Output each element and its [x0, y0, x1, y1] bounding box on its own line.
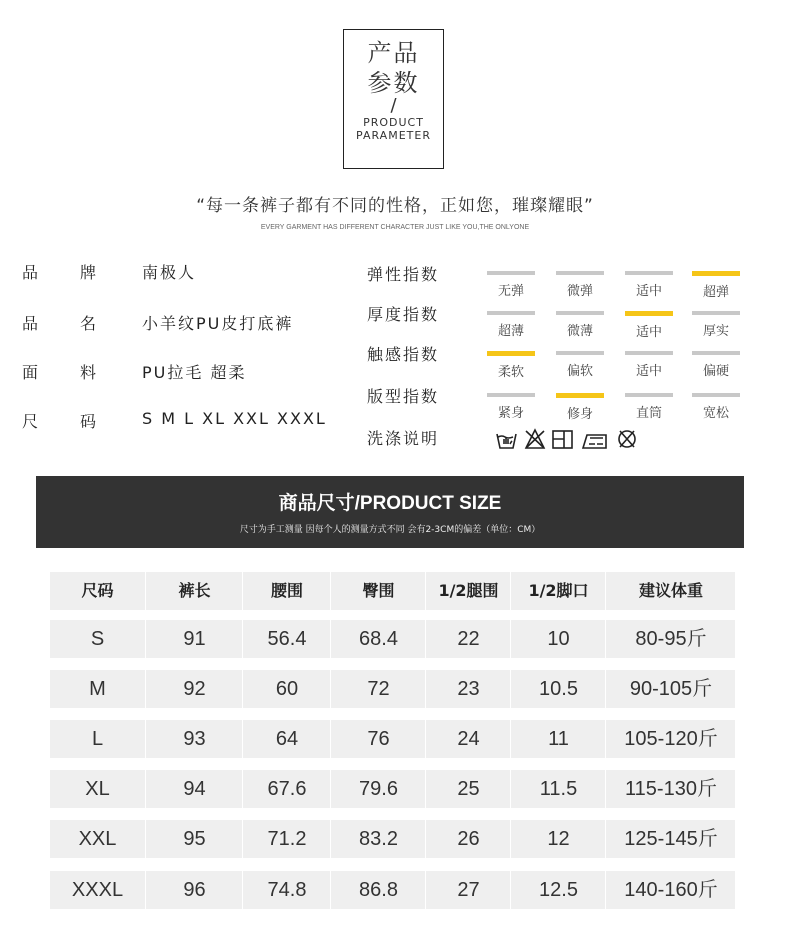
attr-key-char1: 品: [22, 263, 39, 282]
iron-icon: [583, 435, 606, 448]
index-option: 无弹: [487, 271, 535, 299]
table-cell: 125-145斤: [605, 820, 736, 858]
level-bar: [692, 393, 740, 397]
attr-value: 南极人: [142, 263, 197, 282]
table-cell: 11.5: [510, 770, 606, 808]
table-cell: XXL: [78, 828, 117, 850]
index-option: 超弹: [692, 271, 740, 300]
index-option: 柔软: [487, 351, 535, 380]
level-bar: [487, 393, 535, 397]
wash-icons: [495, 428, 641, 450]
table-cell: 92: [145, 670, 243, 708]
level-bar: [556, 351, 604, 355]
table-cell: 22: [425, 620, 511, 658]
table-cell: 91: [145, 620, 243, 658]
index-option: 适中: [625, 311, 673, 340]
level-bar: [487, 351, 535, 356]
index-option: 偏软: [556, 351, 604, 379]
table-cell: 74.8: [242, 871, 331, 909]
title-en-line1: PRODUCT: [363, 116, 424, 129]
attr-key-char1: 尺: [22, 412, 39, 431]
table-cell: XL: [85, 778, 110, 800]
table-cell: 24: [425, 720, 511, 758]
table-cell: 12: [510, 820, 606, 858]
level-bar: [556, 311, 604, 315]
attr-key-char2: 码: [80, 412, 97, 431]
table-cell: 83.2: [330, 820, 426, 858]
table-header-cell: 尺码: [81, 581, 114, 600]
table-row: [50, 670, 735, 708]
title-slash: /: [390, 95, 397, 116]
table-header-cell: 裤长: [145, 572, 243, 610]
table-cell: 10.5: [510, 670, 606, 708]
no-bleach-icon: [526, 430, 544, 448]
table-cell: 68.4: [330, 620, 426, 658]
attr-value: PU拉毛 超柔: [142, 363, 247, 382]
index-option: 厚实: [692, 311, 740, 339]
banner-title: 商品尺寸/PRODUCT SIZE: [278, 493, 502, 514]
level-bar: [556, 271, 604, 275]
table-header-cell: 1/2脚口: [510, 572, 606, 610]
no-dry-clean-icon: [619, 431, 635, 447]
table-cell: 90-105斤: [605, 670, 736, 708]
tumble-dry-icon: [553, 431, 572, 448]
attr-key-char2: 牌: [80, 263, 97, 282]
index-option: 直筒: [625, 393, 673, 421]
index-option: 微弹: [556, 271, 604, 299]
level-bar: [625, 393, 673, 397]
title-cn-line1: 产品: [367, 39, 420, 67]
attr-value: 小羊纹PU皮打底裤: [142, 314, 294, 333]
table-header-row: [50, 572, 735, 610]
table-cell: L: [91, 728, 104, 750]
level-bar: [692, 351, 740, 355]
table-cell: 60: [242, 670, 331, 708]
table-row: [50, 770, 735, 808]
product-parameter-title-box: [343, 29, 444, 169]
table-cell: 25: [425, 770, 511, 808]
table-row: [50, 820, 735, 858]
index-option: 偏硬: [692, 351, 740, 379]
table-cell: 96: [145, 871, 243, 909]
level-bar: [487, 311, 535, 315]
index-option: 超薄: [487, 311, 535, 339]
index-label: 触感指数: [367, 345, 440, 364]
slogan-en: EVERY GARMENT HAS DIFFERENT CHARACTER JUST LIKE YOU,THE ONLYONE: [260, 224, 530, 231]
index-option: 紧身: [487, 393, 535, 421]
table-cell: S: [90, 628, 105, 650]
table-row: [50, 871, 735, 909]
table-cell: 11: [510, 720, 606, 758]
table-row: [50, 620, 735, 658]
level-bar: [625, 311, 673, 316]
table-cell: 95: [145, 820, 243, 858]
table-cell: 79.6: [330, 770, 426, 808]
table-cell: 76: [330, 720, 426, 758]
table-cell: 64: [242, 720, 331, 758]
attr-key-char2: 料: [80, 363, 97, 382]
level-bar: [625, 351, 673, 355]
table-cell: 27: [425, 871, 511, 909]
index-option: 修身: [556, 393, 604, 422]
title-cn-line2: 参数: [367, 69, 420, 97]
index-option: 适中: [625, 351, 673, 379]
level-bar: [625, 271, 673, 275]
level-bar: [487, 271, 535, 275]
attr-key-char1: 品: [22, 314, 39, 333]
table-cell: M: [89, 678, 106, 700]
index-label: 弹性指数: [367, 265, 440, 284]
table-header-cell: 建议体重: [605, 572, 736, 610]
table-cell: 93: [145, 720, 243, 758]
banner-subtitle: 尺寸为手工测量 因每个人的测量方式不同 会有2-3CM的偏差（单位：CM）: [239, 525, 541, 535]
table-cell: XXXL: [71, 879, 124, 901]
table-cell: 71.2: [242, 820, 331, 858]
table-header-cell: 腰围: [242, 572, 331, 610]
index-label: 厚度指数: [367, 305, 440, 324]
index-option: 宽松: [692, 393, 740, 421]
index-option: 微薄: [556, 311, 604, 339]
attr-value: S M L XL XXL XXXL: [142, 409, 327, 428]
title-en-line2: PARAMETER: [356, 129, 431, 142]
slogan-cn: “每一条裤子都有不同的性格，正如您，璀璨耀眼”: [196, 196, 594, 216]
attr-key-char2: 名: [80, 314, 97, 333]
table-cell: 105-120斤: [605, 720, 736, 758]
index-option: 适中: [625, 271, 673, 299]
table-cell: 26: [425, 820, 511, 858]
table-cell: 86.8: [330, 871, 426, 909]
table-cell: 67.6: [242, 770, 331, 808]
index-label: 版型指数: [367, 387, 440, 406]
table-cell: 23: [425, 670, 511, 708]
table-cell: 56.4: [242, 620, 331, 658]
hand-wash-icon: [497, 434, 516, 448]
table-cell: 140-160斤: [605, 871, 736, 909]
wash-label: 洗涤说明: [367, 429, 440, 448]
level-bar: [692, 311, 740, 315]
table-cell: 72: [330, 670, 426, 708]
table-cell: 10: [510, 620, 606, 658]
table-cell: 80-95斤: [605, 620, 736, 658]
attr-key-char1: 面: [22, 363, 39, 382]
table-header-cell: 臀围: [330, 572, 426, 610]
level-bar: [692, 271, 740, 276]
level-bar: [556, 393, 604, 398]
table-header-cell: 1/2腿围: [425, 572, 511, 610]
table-cell: 94: [145, 770, 243, 808]
table-cell: 12.5: [510, 871, 606, 909]
table-cell: 115-130斤: [605, 770, 736, 808]
table-row: [50, 720, 735, 758]
product-size-banner: [36, 476, 744, 548]
